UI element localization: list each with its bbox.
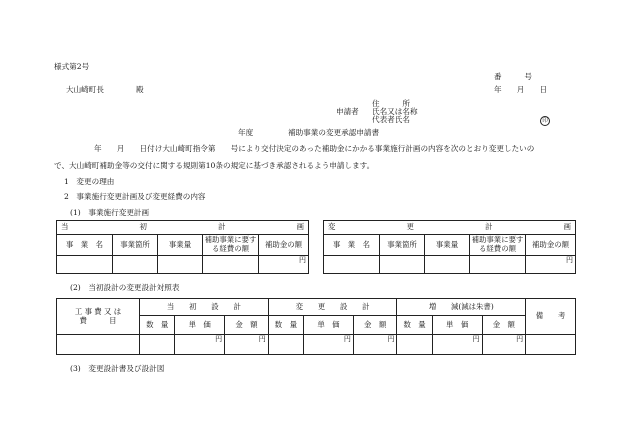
cell[interactable] — [470, 256, 526, 274]
col-project-quantity: 事業量 — [158, 235, 203, 256]
col-subsidy-amount: 補助金の額 — [259, 235, 309, 256]
section-1: 1 変更の理由 — [64, 177, 115, 186]
col-project-cost: 補助事業に要する経費の額 — [203, 235, 259, 256]
cell-yen[interactable]: 円 — [175, 335, 225, 355]
remarks-header: 備 考 — [526, 299, 576, 335]
col-unit-price: 単 価 — [432, 316, 482, 335]
group-initial-design: 当 初 設 計 — [140, 299, 269, 316]
title-year: 年度 — [238, 128, 254, 137]
cell[interactable] — [324, 256, 380, 274]
document-title: 補助事業の変更承認申請書 — [288, 128, 380, 137]
cell[interactable] — [397, 335, 432, 355]
subsection-2: (2) 当初設計の変更設計対照表 — [70, 283, 180, 292]
cell-yen[interactable]: 円 — [482, 335, 526, 355]
honorific: 殿 — [136, 85, 144, 94]
applicant-representative: 代表者氏名 — [372, 115, 410, 124]
col-project-cost: 補助事業に要する経費の額 — [470, 235, 526, 256]
cell[interactable] — [203, 256, 259, 274]
subsection-1: (1) 事業施行変更計画 — [70, 208, 150, 217]
applicant-name: 氏名又は名称 — [372, 107, 418, 116]
col-quantity: 数 量 — [397, 316, 432, 335]
col-amount: 金 額 — [482, 316, 526, 335]
col-unit-price: 単 価 — [175, 316, 225, 335]
table-changed-plan — [323, 220, 576, 274]
form-number: 様式第2号 — [54, 62, 90, 71]
cell[interactable] — [140, 335, 175, 355]
cell-yen[interactable]: 円 — [259, 256, 309, 274]
cell-yen[interactable]: 円 — [225, 335, 269, 355]
col-amount: 金 額 — [353, 316, 397, 335]
cell[interactable] — [268, 335, 303, 355]
group-header-initial: 当 初 計 画 — [57, 221, 309, 235]
table-design-comparison — [56, 298, 576, 355]
col-project-location: 事業箇所 — [380, 235, 425, 256]
cell-yen[interactable]: 円 — [526, 256, 576, 274]
body-line-1: 年 月 日付け大山崎町指令第 号により交付決定のあった補助金にかかる事業施行計画の内容を次のとおり変更したいの — [94, 144, 535, 153]
col-quantity: 数 量 — [268, 316, 303, 335]
group-changed-design: 変 更 設 計 — [268, 299, 397, 316]
col-quantity: 数 量 — [140, 316, 175, 335]
cell[interactable] — [380, 256, 425, 274]
col-project-location: 事業箇所 — [113, 235, 158, 256]
number-label: 番 号 — [494, 72, 532, 81]
col-subsidy-amount: 補助金の額 — [526, 235, 576, 256]
cell-yen[interactable]: 円 — [304, 335, 354, 355]
cell[interactable] — [57, 256, 113, 274]
group-header-changed: 変 更 計 画 — [324, 221, 576, 235]
section-2: 2 事業施行変更計画及び変更経費の内容 — [64, 192, 206, 201]
seal-icon: 印 — [540, 116, 550, 126]
applicant-address: 住 所 — [372, 99, 410, 108]
cell[interactable] — [526, 335, 576, 355]
seal-mark — [540, 116, 550, 126]
cell-yen[interactable]: 円 — [353, 335, 397, 355]
row-header: 工 事 費 又 は 費 目 — [57, 299, 140, 335]
table-initial-plan — [56, 220, 309, 274]
col-project-quantity: 事業量 — [425, 235, 470, 256]
body-line-2: で、大山崎町補助金等の交付に関する規則第10条の規定に基づき承認されるよう申請します。 — [54, 161, 375, 170]
col-amount: 金 額 — [225, 316, 269, 335]
group-difference: 増 減(減は朱書) — [397, 299, 526, 316]
cell[interactable] — [57, 335, 140, 355]
addressee: 大山崎町長 — [66, 85, 104, 94]
date-label: 年 月 日 — [494, 85, 548, 94]
col-project-name: 事 業 名 — [324, 235, 380, 256]
col-unit-price: 単 価 — [304, 316, 354, 335]
cell[interactable] — [113, 256, 158, 274]
cell[interactable] — [425, 256, 470, 274]
col-project-name: 事 業 名 — [57, 235, 113, 256]
cell[interactable] — [158, 256, 203, 274]
subsection-3: (3) 変更設計書及び設計図 — [70, 364, 165, 373]
cell-yen[interactable]: 円 — [432, 335, 482, 355]
applicant-role: 申請者 — [336, 107, 359, 116]
